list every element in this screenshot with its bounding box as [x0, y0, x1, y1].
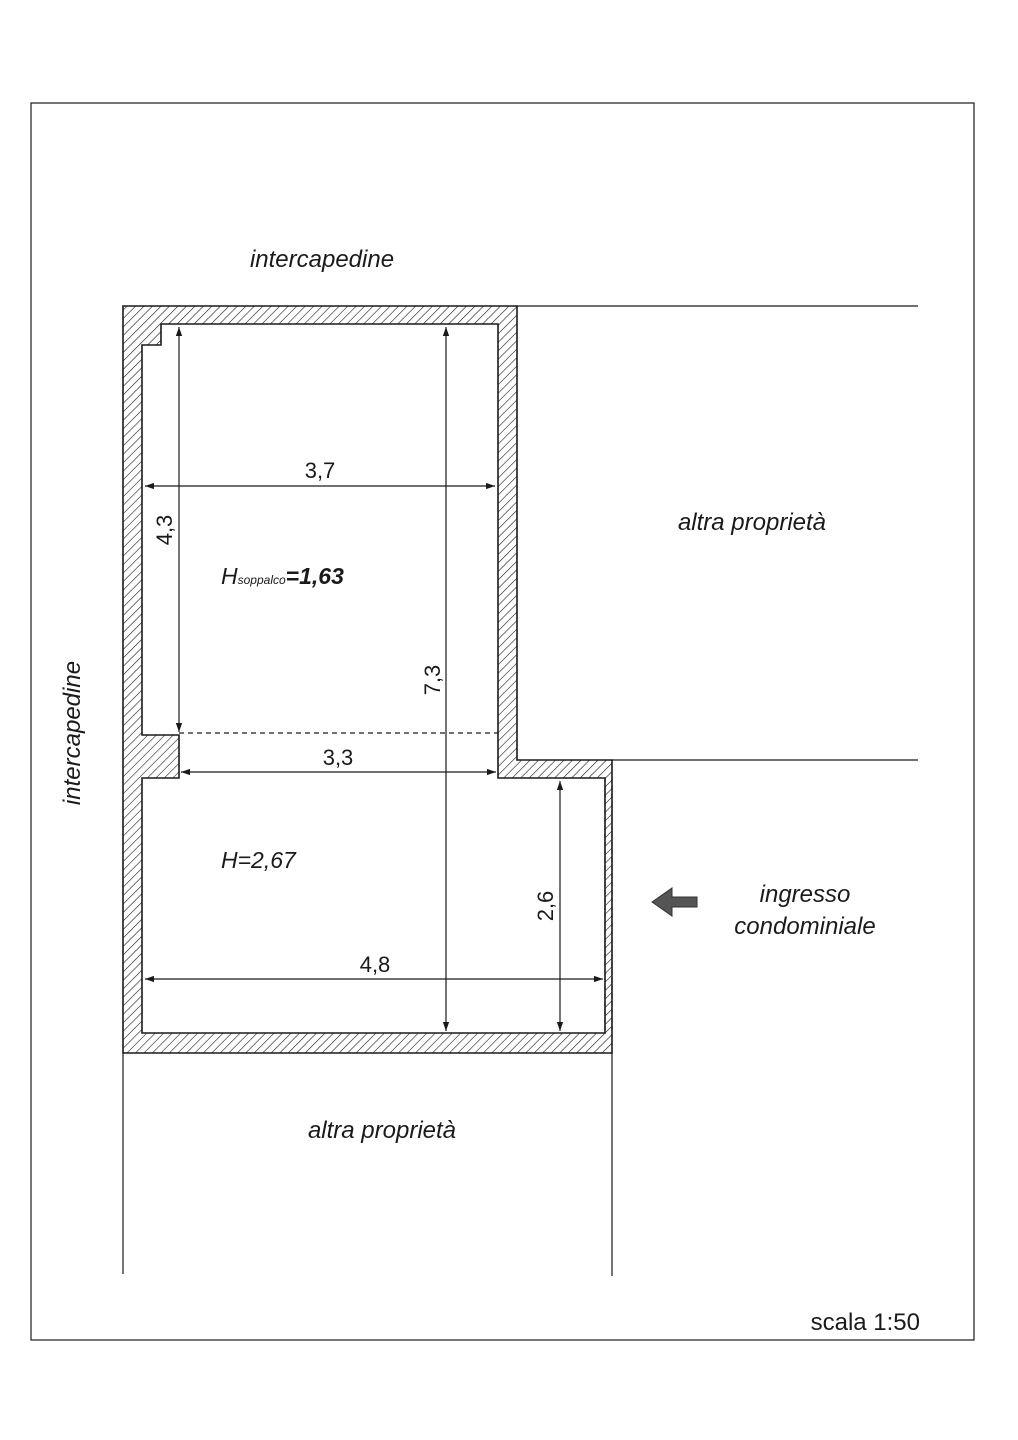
mezzanine-height-subscript: soppalco — [237, 573, 286, 587]
arrow-left-icon — [652, 888, 697, 916]
dim-lower-width: 4,8 — [359, 952, 391, 977]
left-space-label: intercapedine — [59, 660, 86, 806]
mezzanine-height-label — [221, 563, 344, 589]
bottom-property-label: altra proprietà — [307, 1117, 457, 1144]
right-property-label: altra proprietà — [677, 509, 827, 536]
room-height-label: H=2,67 — [221, 847, 296, 873]
dim-total-depth: 7,3 — [420, 664, 445, 696]
dim-lower-depth: 2,6 — [533, 890, 558, 922]
top-space-label: intercapedine — [249, 246, 395, 273]
mezzanine-height-prefix: H — [221, 563, 238, 589]
mezzanine-height-value: =1,63 — [285, 563, 344, 589]
entrance-label-line2: condominiale — [734, 913, 876, 940]
dim-upper-depth: 4,3 — [152, 514, 177, 546]
scale-label: scala 1:50 — [810, 1309, 920, 1336]
entrance-label-line1: ingresso — [759, 881, 851, 908]
dim-upper-width: 3,7 — [304, 458, 336, 483]
dim-neck-width: 3,3 — [322, 745, 354, 770]
dimension-lines — [145, 327, 603, 1031]
wall-outline — [123, 306, 612, 1053]
